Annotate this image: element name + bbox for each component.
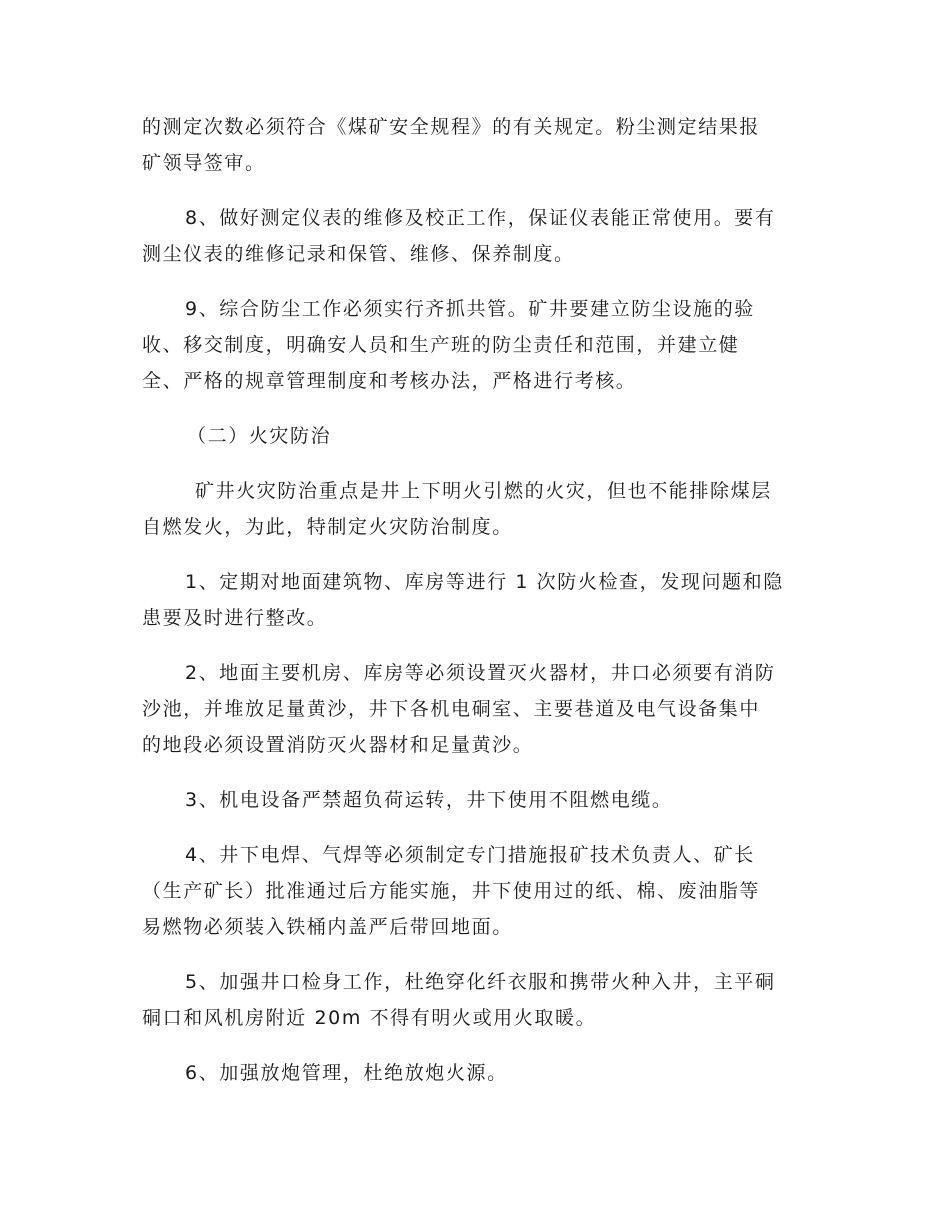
- text-line: 8、做好测定仪表的维修及校正工作，保证仪表能正常使用。要有: [185, 207, 776, 229]
- text-line: 矿井火灾防治重点是井上下明火引燃的火灾，但也不能排除煤层: [195, 480, 772, 502]
- text-line: 1、定期对地面建筑物、库房等进行 1 次防火检查，发现问题和隐: [185, 571, 784, 593]
- text-line: 收、移交制度，明确安人员和生产班的防尘责任和范围，并建立健: [142, 334, 740, 356]
- text-line: 6、加强放炮管理，杜绝放炮火源。: [185, 1062, 508, 1084]
- text-line: 4、井下电焊、气焊等必须制定专门措施报矿技术负责人、矿长: [185, 844, 755, 866]
- text-line: 矿领导签审。: [142, 152, 266, 174]
- section-heading: （二）火灾防治: [187, 425, 332, 447]
- text-line: （生产矿长）批准通过后方能实施，井下使用过的纸、棉、废油脂等: [142, 880, 761, 902]
- text-line: 3、机电设备严禁超负荷运转，井下使用不阻燃电缆。: [185, 789, 673, 811]
- text-line: 2、地面主要机房、库房等必须设置灭火器材，井口必须要有消防: [185, 662, 776, 684]
- text-line: 易燃物必须装入铁桶内盖严后带回地面。: [142, 916, 513, 938]
- text-line: 9、综合防尘工作必须实行齐抓共管。矿井要建立防尘设施的验: [185, 298, 755, 320]
- text-line: 的地段必须设置消防灭火器材和足量黄沙。: [142, 734, 534, 756]
- text-line: 患要及时进行整改。: [142, 607, 328, 629]
- text-line: 自燃发火，为此，特制定火灾防治制度。: [142, 516, 513, 538]
- text-line: 的测定次数必须符合《煤矿安全规程》的有关规定。粉尘测定结果报: [142, 116, 761, 138]
- text-line: 全、严格的规章管理制度和考核办法，严格进行考核。: [142, 370, 637, 392]
- text-line: 5、加强井口检身工作，杜绝穿化纤衣服和携带火种入井，主平硐: [185, 971, 776, 993]
- text-line: 测尘仪表的维修记录和保管、维修、保养制度。: [142, 243, 575, 265]
- text-line: 硐口和风机房附近 20m 不得有明火或用火取暖。: [142, 1007, 597, 1029]
- text-line: 沙池，并堆放足量黄沙，井下各机电硐室、主要巷道及电气设备集中: [142, 698, 761, 720]
